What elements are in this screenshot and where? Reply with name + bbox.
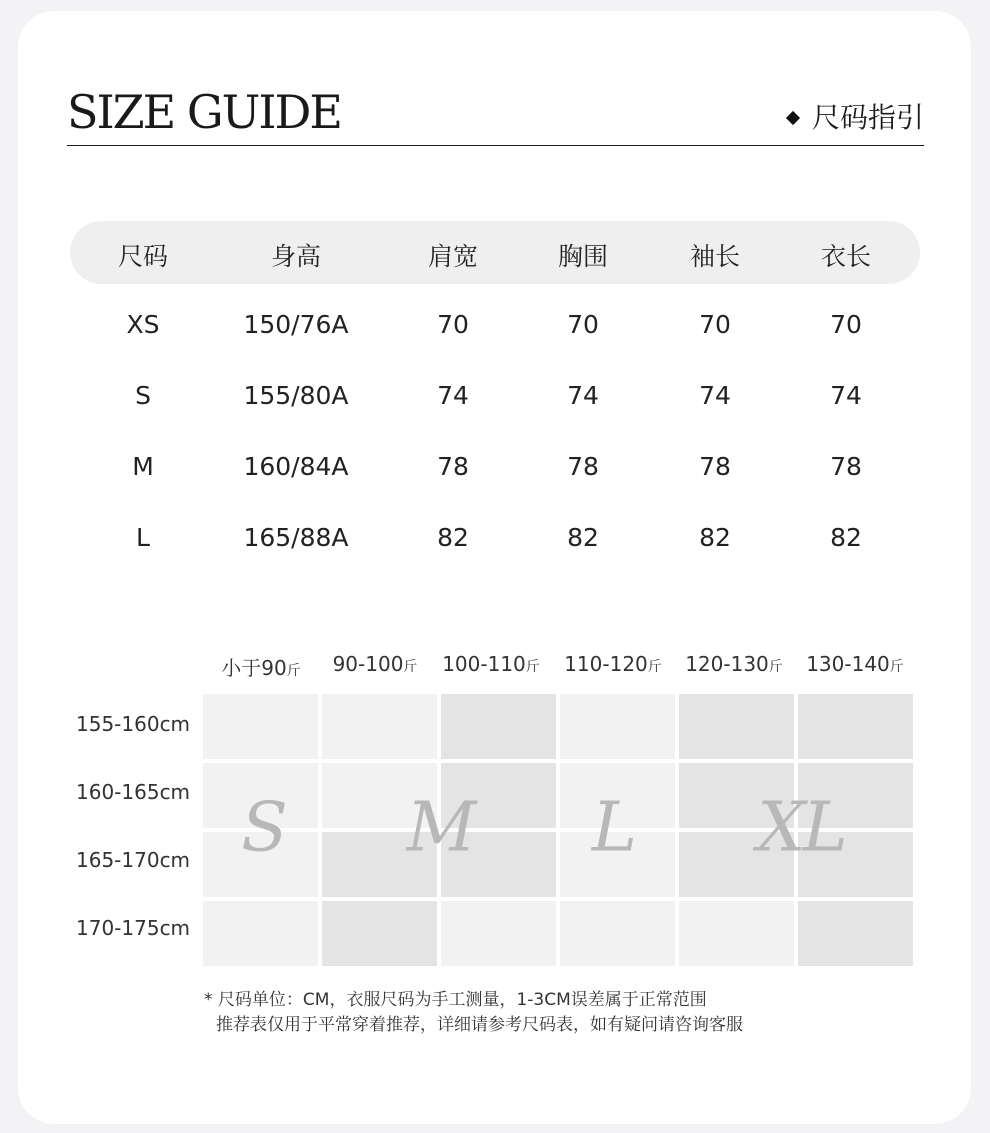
grid-cell — [679, 694, 794, 759]
size-table-cell: M — [132, 452, 154, 481]
grid-cell — [798, 694, 913, 759]
height-row-label: 160-165cm — [76, 780, 191, 804]
size-table-cell: S — [135, 381, 151, 410]
size-zone-label: M — [406, 788, 474, 868]
height-row-label: 155-160cm — [76, 712, 191, 736]
grid-cell — [679, 901, 794, 966]
size-table-cell: 78 — [567, 452, 599, 481]
size-table-cell: 74 — [567, 381, 599, 410]
height-row-label: 165-170cm — [76, 848, 191, 872]
grid-cell — [322, 694, 437, 759]
weight-range: 130-140 — [806, 652, 890, 676]
recommendation-grid — [203, 694, 913, 966]
weight-column-header — [333, 652, 418, 676]
grid-cell — [798, 901, 913, 966]
weight-column-header — [685, 652, 783, 676]
size-table-header: 衣长 — [820, 242, 872, 271]
page-title: SIZE GUIDE — [67, 85, 341, 139]
size-table-cell: 150/76A — [243, 310, 349, 339]
weight-unit: 斤 — [403, 659, 418, 675]
size-table-header: 袖长 — [689, 242, 741, 271]
size-table-cell: 74 — [437, 381, 469, 410]
size-table-header: 身高 — [270, 242, 322, 271]
weight-column-header — [221, 652, 300, 681]
weight-unit: 斤 — [889, 659, 904, 675]
size-table-cell: 82 — [437, 523, 469, 552]
subtitle-group — [788, 100, 924, 136]
size-table-cell: 155/80A — [243, 381, 349, 410]
note-line-2: 推荐表仅用于平常穿着推荐，详细请参考尺码表，如有疑问请咨询客服 — [216, 1015, 743, 1035]
weight-unit: 斤 — [768, 659, 783, 675]
size-table-cell: 78 — [437, 452, 469, 481]
grid-cell — [560, 694, 675, 759]
note-line-1: * 尺码单位：CM，衣服尺码为手工测量，1-3CM误差属于正常范围 — [204, 990, 707, 1010]
grid-cell — [441, 901, 556, 966]
size-table-cell: 74 — [830, 381, 862, 410]
weight-unit: 斤 — [647, 659, 662, 675]
size-table-cell: 78 — [699, 452, 731, 481]
size-table-header: 胸围 — [557, 242, 609, 271]
size-notes — [204, 988, 743, 1038]
weight-range: 100-110 — [442, 652, 526, 676]
height-row-label: 170-175cm — [76, 916, 191, 940]
size-zone-label: S — [241, 788, 285, 868]
size-table-header: 尺码 — [117, 242, 169, 271]
weight-range: 110-120 — [564, 652, 648, 676]
size-table-cell: 165/88A — [243, 523, 349, 552]
grid-cell — [203, 694, 318, 759]
weight-column-header — [442, 652, 540, 676]
size-table-cell: 74 — [699, 381, 731, 410]
size-table-cell: 70 — [437, 310, 469, 339]
grid-cell — [560, 901, 675, 966]
diamond-icon — [786, 111, 800, 125]
header-divider — [67, 145, 924, 146]
size-table-cell: L — [136, 523, 150, 552]
size-table-cell: 160/84A — [243, 452, 349, 481]
size-table-header-bar — [70, 221, 920, 284]
size-table-cell: 82 — [567, 523, 599, 552]
size-zone-label: XL — [757, 788, 845, 868]
weight-column-header — [806, 652, 904, 676]
size-table-cell: 70 — [567, 310, 599, 339]
size-table-cell: 82 — [830, 523, 862, 552]
grid-cell — [203, 901, 318, 966]
weight-unit: 斤 — [525, 659, 540, 675]
size-table-cell: 78 — [830, 452, 862, 481]
weight-range: 90-100 — [332, 652, 404, 676]
size-table-cell: 70 — [830, 310, 862, 339]
weight-unit: 斤 — [286, 663, 301, 679]
grid-cell — [441, 694, 556, 759]
weight-range: 120-130 — [685, 652, 769, 676]
weight-column-header — [564, 652, 662, 676]
page-subtitle: 尺码指引 — [811, 101, 924, 134]
size-table-header: 肩宽 — [427, 242, 479, 271]
size-table-cell: 82 — [699, 523, 731, 552]
size-zone-label: L — [591, 788, 635, 868]
weight-range: 小于90 — [221, 656, 287, 680]
size-table-cell: XS — [126, 310, 160, 339]
grid-cell — [322, 901, 437, 966]
size-table-cell: 70 — [699, 310, 731, 339]
